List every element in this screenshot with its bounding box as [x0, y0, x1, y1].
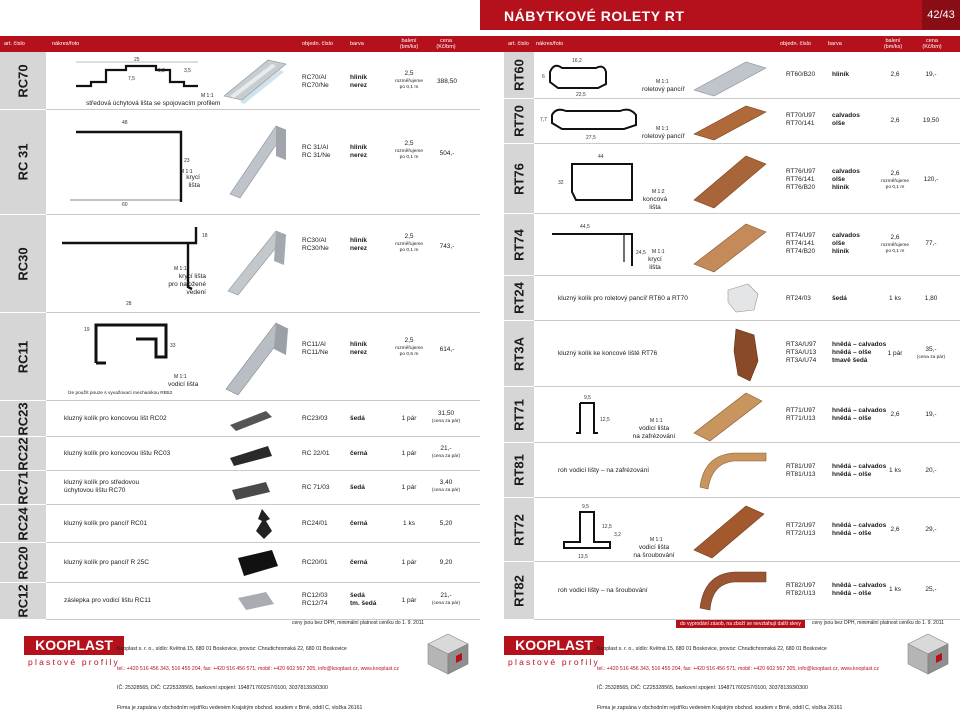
profile-photo — [690, 389, 770, 441]
pack: 1 pár — [401, 415, 417, 422]
contact-line: Firma je zapsána v obchodním rejstříku vedeném Krajským obchod. soudem v Brně, oddíl C, vložka 26161 — [597, 704, 843, 711]
pack: 2,6 — [890, 170, 900, 177]
contact-line: tel.: +420 516 456 343, 516 455 204, fax: +420 516 456 571, mobil: +420 602 567 305, info@kooplast.cz, www.kooplast.cz — [597, 665, 879, 672]
footer — [480, 628, 960, 711]
product-description: kluzný kolík pro pancíř R 25C — [64, 559, 149, 566]
col-barva: barva — [350, 41, 364, 47]
order-number: RC24/01 — [302, 520, 328, 527]
part-photo — [724, 280, 764, 316]
table-row — [46, 583, 480, 620]
contact-line: IČ: 25328565, DIČ: CZ25328565, bankovní spojení: 1948717602S7/0100, 303781393/0300 — [117, 685, 328, 691]
price: 21,- — [440, 445, 452, 452]
side-code-rc24: RC24 — [0, 505, 46, 543]
table-row — [534, 387, 960, 443]
color: šedá tm. šedá — [350, 592, 377, 607]
color: šedá — [350, 484, 365, 491]
pack: 1 ks — [889, 467, 901, 474]
price-validity-note: ceny jsou bez DPH, minimální platnost ceníku do 1. 9. 2011 — [812, 620, 944, 626]
dim-label: 7,7 — [540, 117, 547, 123]
price: 9,20 — [439, 559, 453, 566]
dim-label: 13,5 — [578, 554, 588, 560]
table-row — [46, 401, 480, 437]
scale-label: M 1:1 — [180, 169, 193, 175]
pack: 1 pár — [401, 484, 417, 491]
contact-line: Kooplast s. r. o., sídlo: Květná 15, 680 01 Boskovice, provoz: Chrudichromská 22, 680 01 Boskovice — [597, 646, 827, 652]
pack: 2,5 — [404, 140, 414, 147]
left-page — [0, 0, 480, 711]
profile-photo — [220, 317, 290, 397]
price-note: (cena za pár) — [431, 419, 461, 424]
side-code-rt3a: RT3A — [504, 321, 534, 387]
price: 1,80 — [924, 295, 938, 302]
side-code-rc31: RC 31 — [0, 110, 46, 215]
col-art: art. číslo — [508, 41, 529, 47]
table-row — [534, 276, 960, 321]
color: hnědá – calvados hnědá – olše tmavě šedá — [832, 341, 887, 364]
order-number: RT3A/U97 RT3A/U13 RT3A/U74 — [786, 341, 817, 364]
order-number: RT76/U97 RT76/141 RT76/B20 — [786, 168, 816, 191]
color: calvados olše hliník — [832, 232, 860, 255]
scale-label: M 1:1 — [174, 266, 187, 272]
table-row — [46, 110, 480, 215]
table-row — [534, 144, 960, 214]
right-page — [480, 0, 960, 711]
pack: 2,6 — [890, 234, 900, 241]
color: hnědá – calvados hnědá – olše — [832, 407, 887, 422]
technical-drawing — [56, 317, 206, 377]
product-description: kluzný kolík pro středovou úchytovou lištu RC70 — [64, 479, 140, 494]
product-description: roletový pancíř — [642, 86, 685, 93]
price: 120,- — [923, 176, 939, 183]
footer — [0, 628, 480, 711]
dim-label: 18 — [202, 233, 208, 239]
dim-label: 25 — [134, 57, 140, 63]
color: černá — [350, 450, 368, 457]
product-description: kluzný kolík pro pancíř RC01 — [64, 520, 148, 527]
order-number: RC 22/01 — [302, 450, 330, 457]
table-row — [534, 52, 960, 99]
dim-label: 60 — [122, 202, 128, 208]
side-code-rc23: RC23 — [0, 401, 46, 437]
column-header — [480, 36, 960, 52]
col-cena: cena (Kč/bm) — [436, 38, 456, 50]
side-code-rt76: RT76 — [504, 144, 534, 214]
price: 388,50 — [437, 78, 457, 85]
part-photo — [720, 325, 770, 385]
pack: 1 ks — [889, 586, 901, 593]
color: hliník nerez — [350, 144, 367, 159]
order-number: RC30/Al RC30/Ne — [302, 237, 329, 252]
dim-label: 6 — [542, 74, 545, 80]
col-art: art. číslo — [4, 41, 25, 47]
scale-label: M 1:1 — [201, 93, 214, 99]
price: 5,20 — [439, 520, 453, 527]
price: 29,- — [925, 526, 937, 533]
side-code-rt74: RT74 — [504, 214, 534, 276]
price-note: (cena za pár) — [916, 355, 946, 360]
pack: 2,5 — [404, 70, 414, 77]
dim-label: 9,5 — [584, 395, 591, 401]
dim-label: 16,2 — [572, 58, 582, 64]
pack: 2,6 — [890, 71, 900, 78]
dim-label: 44,5 — [580, 224, 590, 230]
color: hnědá – calvados hnědá – olše — [832, 463, 887, 478]
color: šedá — [832, 295, 847, 302]
contact-line: Firma je zapsána v obchodním rejstříku vedeném Krajským obchod. soudem v Brně, oddíl C, vložka 26161 — [117, 704, 363, 711]
pack-note: rozměřujeme po 0,1 m — [881, 179, 909, 190]
table-row — [534, 443, 960, 498]
profile-photo — [690, 102, 770, 142]
part-photo — [694, 566, 774, 616]
dim-label: 32 — [558, 180, 564, 186]
scale-label: M 1:1 — [656, 79, 669, 85]
part-photo — [694, 447, 774, 495]
scale-label: M 1:1 — [650, 418, 663, 424]
pack: 1 ks — [889, 295, 901, 302]
page-number: 42/43 — [922, 0, 960, 30]
promo-note: do vyprodání zásob, na zboží se nevztahují další slevy — [676, 620, 805, 628]
color: hliník nerez — [350, 341, 367, 356]
side-code-rt70: RT70 — [504, 99, 534, 144]
cube-logo-icon — [906, 632, 950, 676]
dim-label: 12,5 — [602, 524, 612, 530]
order-number: RT72/U97 RT72/U13 — [786, 522, 816, 537]
color: černá — [350, 520, 368, 527]
contact-line: Kooplast s. r. o., sídlo: Květná 15, 680 01 Boskovice, provoz: Chrudichromská 22, 680 01 Boskovice — [117, 646, 347, 652]
product-description: krycí lišta — [648, 256, 662, 271]
price-note: (cena za pár) — [431, 454, 461, 459]
profile-photo — [690, 56, 770, 96]
dim-label: 48 — [122, 120, 128, 126]
pack-note: rozměřujeme po 0,1 m — [395, 149, 423, 160]
product-description: kluzný kolík pro koncovou lištu RC03 — [64, 450, 171, 457]
order-number: RT24/03 — [786, 295, 811, 302]
side-code-rt82: RT82 — [504, 562, 534, 620]
product-description: roletový pancíř — [642, 133, 685, 140]
table-row — [46, 215, 480, 313]
price: 504,- — [439, 150, 455, 157]
pack: 1 pár — [401, 597, 417, 604]
col-objedn: objedn. číslo — [302, 41, 333, 47]
profile-photo — [690, 502, 770, 558]
product-description: roh vodicí lišty – na zafrézování — [558, 467, 650, 474]
price: 25,- — [925, 586, 937, 593]
table-row — [46, 437, 480, 471]
price-note: (cena za pár) — [431, 488, 461, 493]
order-number: RT74/U97 RT74/141 RT74/B20 — [786, 232, 816, 255]
order-number: RT70/U97 RT70/141 — [786, 112, 816, 127]
dim-label: 22,5 — [576, 92, 586, 98]
col-cena: cena (Kč/bm) — [922, 38, 942, 50]
table-row — [46, 543, 480, 583]
table-row — [534, 99, 960, 144]
product-description: vodicí lišta na zafrézování — [632, 425, 676, 440]
dim-label: 12,5 — [600, 417, 610, 423]
side-code-rt24: RT24 — [504, 276, 534, 321]
order-number: RT81/U97 RT81/U13 — [786, 463, 816, 478]
table-row — [534, 214, 960, 276]
contact-block — [117, 633, 399, 724]
cube-logo-icon — [426, 632, 470, 676]
col-nakres: nákres/foto — [536, 41, 564, 47]
order-number: RT60/B20 — [786, 71, 816, 78]
dim-label: 33 — [170, 343, 176, 349]
color: calvados olše — [832, 112, 860, 127]
order-number: RC12/03 RC12/74 — [302, 592, 328, 607]
color: hnědá – calvados hnědá – olše — [832, 522, 887, 537]
product-description: krycí lišta — [186, 174, 200, 189]
page-title: NÁBYTKOVÉ ROLETY RT — [504, 8, 685, 24]
pack: 2,6 — [890, 526, 900, 533]
dim-label: 28 — [126, 301, 132, 307]
side-code-rt72: RT72 — [504, 498, 534, 562]
order-number: RT71/U97 RT71/U13 — [786, 407, 816, 422]
dim-label: 9,2 — [158, 68, 165, 74]
contact-block — [597, 633, 879, 724]
table-row — [534, 498, 960, 562]
product-description: vodicí lišta na šroubování — [633, 544, 675, 559]
product-description: koncová lišta — [642, 196, 668, 211]
part-photo — [242, 507, 282, 541]
product-description: středová úchytová lišta se spojovacím profilem — [86, 100, 221, 107]
contact-line: tel.: +420 516 456 343, 516 455 204, fax: +420 516 456 571, mobil: +420 602 567 305, info@kooplast.cz, www.kooplast.cz — [117, 665, 399, 672]
table-row — [534, 562, 960, 620]
dim-label: 23 — [184, 158, 190, 164]
profile-photo — [690, 218, 770, 274]
dim-label: 3,5 — [184, 68, 191, 74]
dim-label: 9,5 — [582, 504, 589, 510]
order-number: RC11/Al RC11/Ne — [302, 341, 329, 356]
dim-label: 7,5 — [128, 76, 135, 82]
pack: 1 pár — [401, 559, 417, 566]
pack: 1 ks — [403, 520, 415, 527]
dim-label: 19 — [84, 327, 90, 333]
product-note: lze použít pouze s vyvažovací mechanikou RB52 — [68, 391, 173, 396]
table-row — [46, 52, 480, 110]
product-description: kluzný kolík pro roletový pancíř RT60 a RT70 — [558, 295, 688, 302]
price: 19,50 — [922, 117, 940, 124]
order-number: RC 31/Al RC 31/Ne — [302, 144, 331, 159]
technical-drawing — [540, 101, 650, 143]
part-photo — [232, 586, 282, 616]
pack: 2,6 — [890, 117, 900, 124]
col-objedn: objedn. číslo — [780, 41, 811, 47]
color: hliník — [832, 71, 849, 78]
profile-photo — [690, 150, 770, 210]
side-code-rc20: RC20 — [0, 543, 46, 583]
product-description: vodicí lišta — [168, 381, 199, 388]
order-number: RC 71/03 — [302, 484, 330, 491]
kooplast-logo: KOOPLAST — [504, 636, 604, 655]
color: calvados olše hliník — [832, 168, 860, 191]
order-number: RC20/01 — [302, 559, 328, 566]
logo-subtitle: plastové profily — [508, 657, 600, 667]
product-description: záslepka pro vodicí lištu RC11 — [64, 597, 151, 604]
price: 3,40 — [439, 479, 453, 486]
pack-note: rozměřujeme po 0,1 m — [881, 243, 909, 254]
table-row — [46, 505, 480, 543]
side-code-rt81: RT81 — [504, 443, 534, 498]
technical-drawing — [540, 146, 650, 212]
dim-label: 27,5 — [586, 135, 596, 141]
product-description: krycí lišta pro naložené vedení — [168, 273, 206, 296]
col-baleni: balení (bm/ks) — [399, 38, 419, 50]
color: šedá — [350, 415, 365, 422]
pack: 2,5 — [404, 337, 414, 344]
pack: 2,6 — [890, 411, 900, 418]
profile-photo — [220, 221, 290, 301]
side-code-rc71: RC71 — [0, 471, 46, 505]
side-code-rc70: RC70 — [0, 52, 46, 110]
side-code-rt71: RT71 — [504, 387, 534, 443]
price: 35,- — [925, 346, 937, 353]
col-barva: barva — [828, 41, 842, 47]
technical-drawing — [540, 389, 640, 441]
technical-drawing — [540, 54, 640, 99]
side-code-rc30: RC30 — [0, 215, 46, 313]
kooplast-logo: KOOPLAST — [24, 636, 124, 655]
dim-label: 3,2 — [614, 532, 621, 538]
pack: 1 pár — [401, 450, 417, 457]
pack-note: rozměřujeme po 0,1 m — [395, 242, 423, 253]
price: 19,- — [925, 411, 937, 418]
scale-label: M 1:1 — [174, 374, 187, 380]
table-row — [46, 313, 480, 401]
profile-photo — [220, 120, 290, 200]
part-photo — [226, 474, 276, 502]
price: 77,- — [925, 240, 937, 247]
technical-drawing — [56, 112, 206, 212]
title-bar — [480, 0, 960, 30]
dim-label: 24,5 — [636, 250, 646, 256]
scale-label: M 1:1 — [652, 249, 665, 255]
order-number: RC23/03 — [302, 415, 328, 422]
side-code-rt60: RT60 — [504, 52, 534, 99]
table-row — [534, 321, 960, 387]
order-number: RC70/Al RC70/Ne — [302, 74, 329, 89]
profile-photo — [220, 56, 290, 101]
color: hliník nerez — [350, 74, 367, 89]
price-validity-note: ceny jsou bez DPH, minimální platnost ceníku do 1. 9. 2011 — [292, 620, 424, 626]
pack-note: rozměřujeme po 0,5 m — [395, 346, 423, 357]
side-code-rc22: RC22 — [0, 437, 46, 471]
price: 20,- — [925, 467, 937, 474]
col-nakres: nákres/foto — [52, 41, 80, 47]
price: 743,- — [439, 243, 455, 250]
color: hliník nerez — [350, 237, 367, 252]
product-description: kluzný kolík pro koncovou lišt RC02 — [64, 415, 167, 422]
column-header — [0, 36, 480, 52]
part-photo — [232, 546, 282, 580]
scale-label: M 1:1 — [650, 537, 663, 543]
price: 614,- — [439, 346, 455, 353]
col-baleni: balení (bm/ks) — [883, 38, 903, 50]
price: 19,- — [925, 71, 937, 78]
scale-label: M 1:2 — [652, 189, 665, 195]
price: 21,- — [440, 592, 452, 599]
side-code-rc11: RC11 — [0, 313, 46, 401]
side-code-rc12: RC12 — [0, 583, 46, 620]
dim-label: 44 — [598, 154, 604, 160]
price: 31,50 — [437, 410, 455, 417]
price-note: (cena za pár) — [431, 601, 461, 606]
scale-label: M 1:1 — [656, 126, 669, 132]
logo-subtitle: plastové profily — [28, 657, 120, 667]
product-description: roh vodicí lišty – na šroubování — [558, 587, 648, 594]
table-row — [46, 471, 480, 505]
pack: 1 pár — [887, 350, 903, 357]
color: černá — [350, 559, 368, 566]
pack-note: rozměřujeme po 0,1 m — [395, 79, 423, 90]
technical-drawing — [540, 216, 650, 276]
color: hnědá – calvados hnědá – olše — [832, 582, 887, 597]
product-description: kluzný kolík ke koncové liště RT76 — [558, 350, 658, 357]
pack: 2,5 — [404, 233, 414, 240]
order-number: RT82/U97 RT82/U13 — [786, 582, 816, 597]
part-photo — [226, 440, 276, 468]
part-photo — [226, 405, 276, 433]
contact-line: IČ: 25328565, DIČ: CZ25328565, bankovní spojení: 1948717602S7/0100, 303781393/0300 — [597, 685, 808, 691]
